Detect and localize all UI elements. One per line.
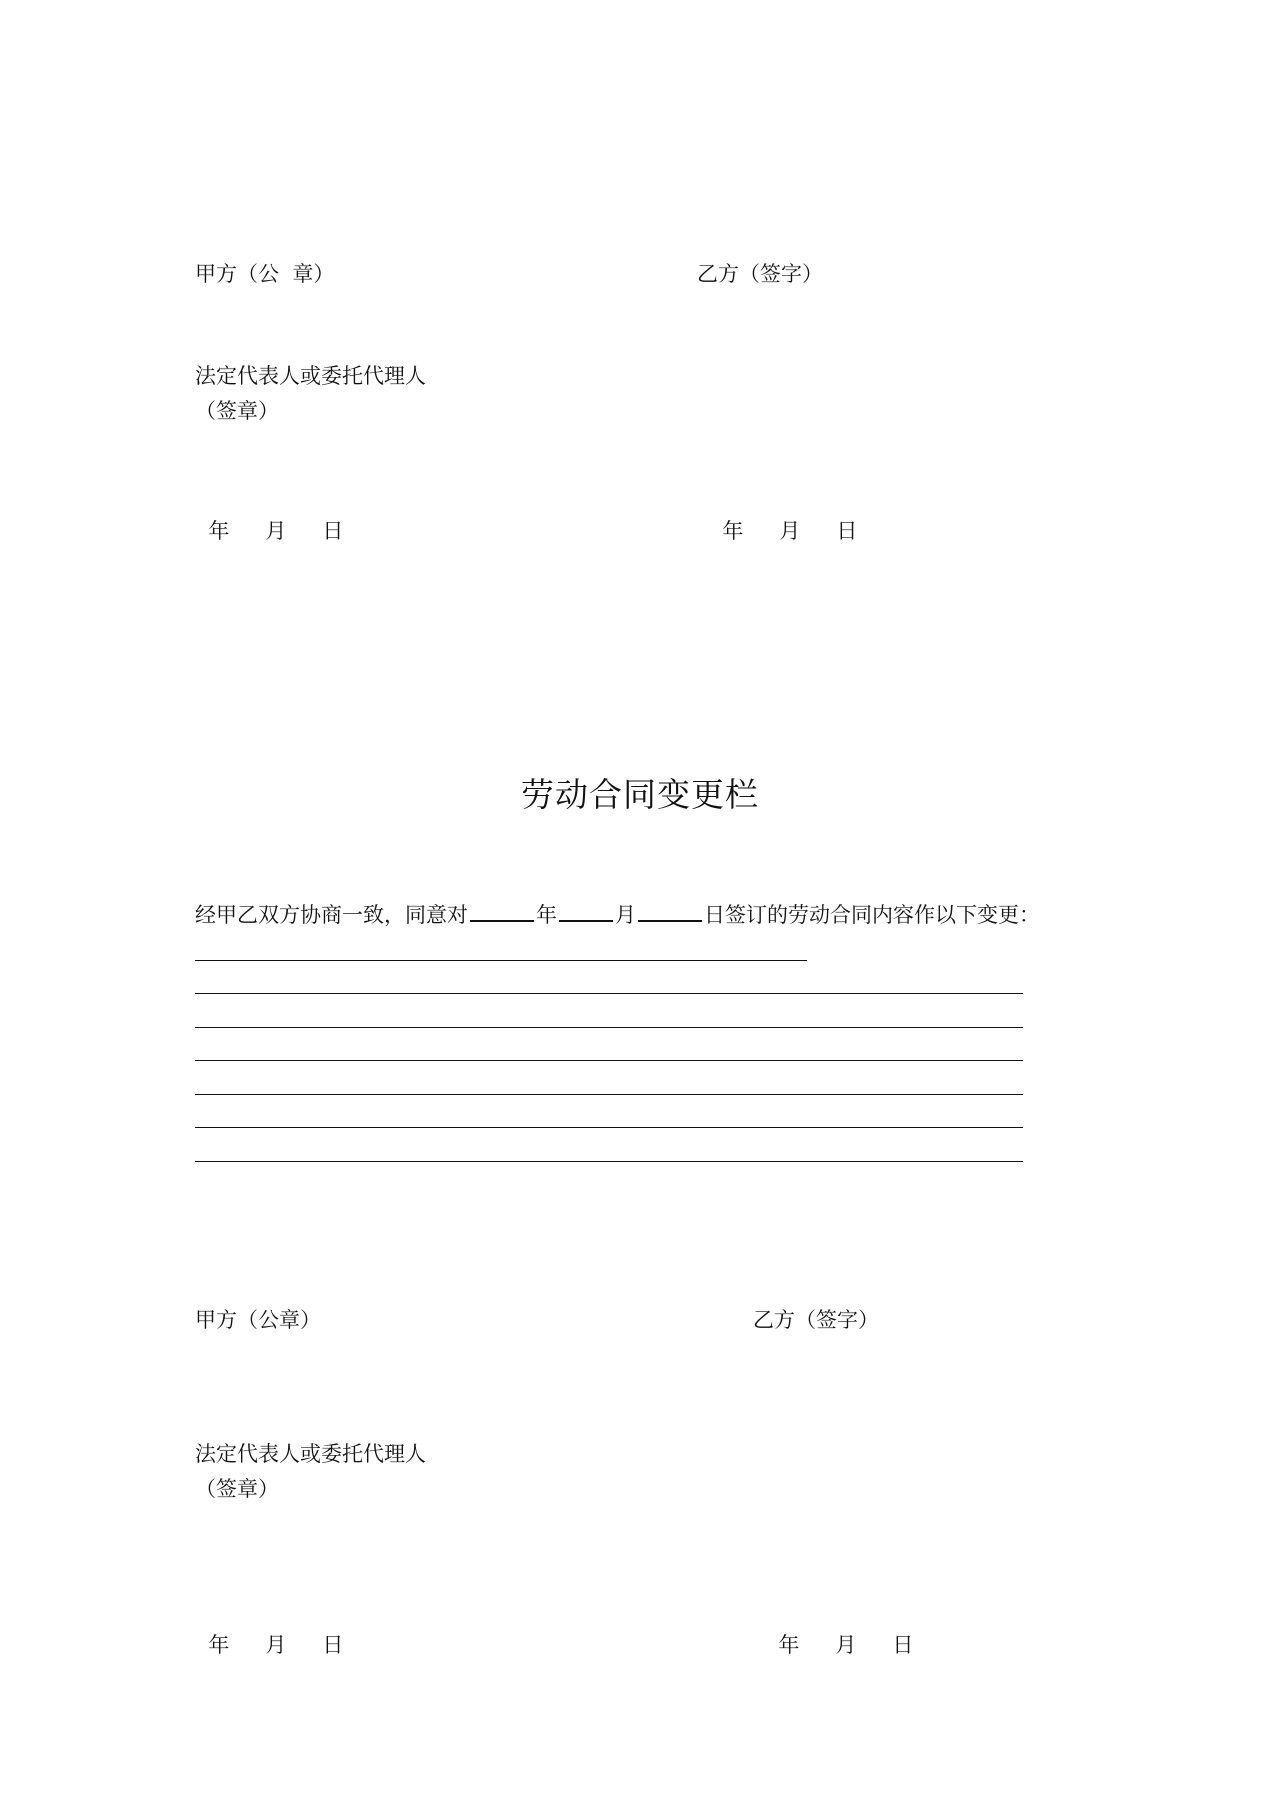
party-b-signature-label: 乙方（签字） (697, 262, 823, 286)
change-content-line[interactable] (195, 1127, 1023, 1128)
change-content-line[interactable] (195, 1094, 1023, 1095)
year-blank[interactable] (470, 902, 534, 922)
day-blank[interactable] (638, 902, 702, 922)
change-intro (195, 902, 1040, 926)
change-content-line[interactable] (195, 1027, 1023, 1028)
party-b-date (765, 1614, 913, 1656)
party-a-date (195, 1614, 343, 1656)
date-month: 月 (265, 1633, 287, 1657)
page-title: 劳动合同变更栏 (521, 775, 759, 814)
date-day: 日 (836, 519, 858, 543)
intro-year: 年 (536, 903, 557, 927)
change-content-line[interactable] (195, 993, 1023, 994)
date-month: 月 (265, 519, 287, 543)
legal-rep-seal-label: （签章） (195, 399, 279, 423)
party-a-date (195, 500, 343, 542)
date-month: 月 (835, 1633, 857, 1657)
date-year: 年 (722, 519, 744, 543)
party-b-signature-label: 乙方（签字） (753, 1308, 879, 1332)
date-month: 月 (779, 519, 801, 543)
legal-rep-seal-label: （签章） (195, 1477, 279, 1501)
party-a-seal-label: 甲方（公 章） (195, 262, 335, 286)
intro-prefix: 经甲乙双方协商一致，同意对 (195, 903, 468, 927)
date-year: 年 (778, 1633, 800, 1657)
date-day: 日 (322, 519, 344, 543)
date-year: 年 (208, 1633, 230, 1657)
intro-suffix: 日签订的劳动合同内容作以下变更： (704, 903, 1040, 927)
date-year: 年 (208, 519, 230, 543)
change-content-line[interactable] (195, 960, 807, 961)
change-content-line[interactable] (195, 1161, 1023, 1162)
legal-rep-label: 法定代表人或委托代理人 (195, 1442, 426, 1466)
date-day: 日 (322, 1633, 344, 1657)
intro-month: 月 (615, 903, 636, 927)
date-day: 日 (892, 1633, 914, 1657)
month-blank[interactable] (559, 902, 613, 922)
party-a-seal-label: 甲方（公章） (195, 1308, 321, 1332)
change-content-line[interactable] (195, 1060, 1023, 1061)
party-b-date (709, 500, 857, 542)
legal-rep-label: 法定代表人或委托代理人 (195, 364, 426, 388)
